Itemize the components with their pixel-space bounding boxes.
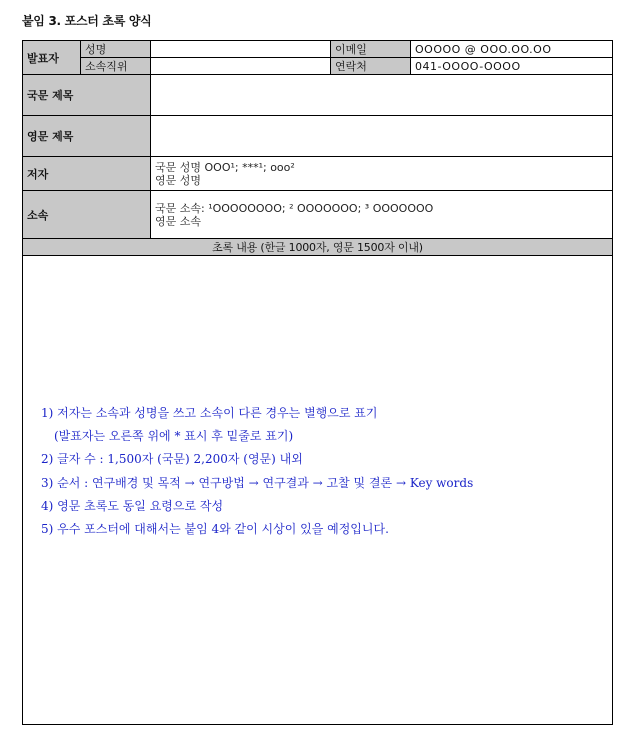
note-item: 4) 영문 초록도 동일 요령으로 작성 [41,498,224,513]
phone-field[interactable]: 041-OOOO-OOOO [411,58,613,75]
note-item: 2) 글자 수 : 1,500자 (국문) 2,200자 (영문) 내외 [41,452,303,467]
korean-title-label: 국문 제목 [23,75,151,116]
note-item: 1) 저자는 소속과 성명을 쓰고 소속이 다른 경우는 별행으로 표기 [41,406,378,420]
affiliation-korean-line: 국문 소속: ¹OOOOOOOO; ² OOOOOOO; ³ OOOOOOO [155,201,434,215]
note-item: (발표자는 오른쪽 위에 * 표시 후 밑줄로 표기) [54,429,294,444]
email-label: 이메일 [331,41,411,58]
email-field[interactable]: OOOOO @ OOO.OO.OO [411,41,613,58]
english-title-field[interactable] [151,116,613,157]
instruction-notes [41,402,473,541]
note-item: 5) 우수 포스터에 대해서는 붙임 4와 같이 시상이 있을 예정입니다. [41,522,389,537]
note-item: 3) 순서 : 연구배경 및 목적 → 연구방법 → 연구결과 → 고찰 및 결론 → Key words [41,475,474,490]
name-label: 성명 [81,41,151,58]
affiliation-position-label: 소속직위 [81,58,151,75]
phone-label: 연락처 [331,58,411,75]
abstract-header: 초록 내용 (한글 1000자, 영문 1500자 이내) [23,239,613,256]
presenter-label: 발표자 [23,41,81,75]
korean-title-field[interactable] [151,75,613,116]
affiliation-field[interactable] [151,191,613,239]
abstract-content-area[interactable] [23,256,613,725]
affiliation-english-line: 영문 소속 [155,214,202,228]
name-field[interactable] [151,41,331,58]
affiliation-label: 소속 [23,191,151,239]
abstract-form-table [22,40,613,725]
affiliation-position-field[interactable] [151,58,331,75]
document-title: 붙임 3. 포스터 초록 양식 [22,14,152,28]
authors-field[interactable] [151,157,613,191]
authors-label: 저자 [23,157,151,191]
authors-korean-line: 국문 성명 OOO¹; ***¹; ooo² [155,160,295,174]
authors-english-line: 영문 성명 [155,173,202,187]
english-title-label: 영문 제목 [23,116,151,157]
